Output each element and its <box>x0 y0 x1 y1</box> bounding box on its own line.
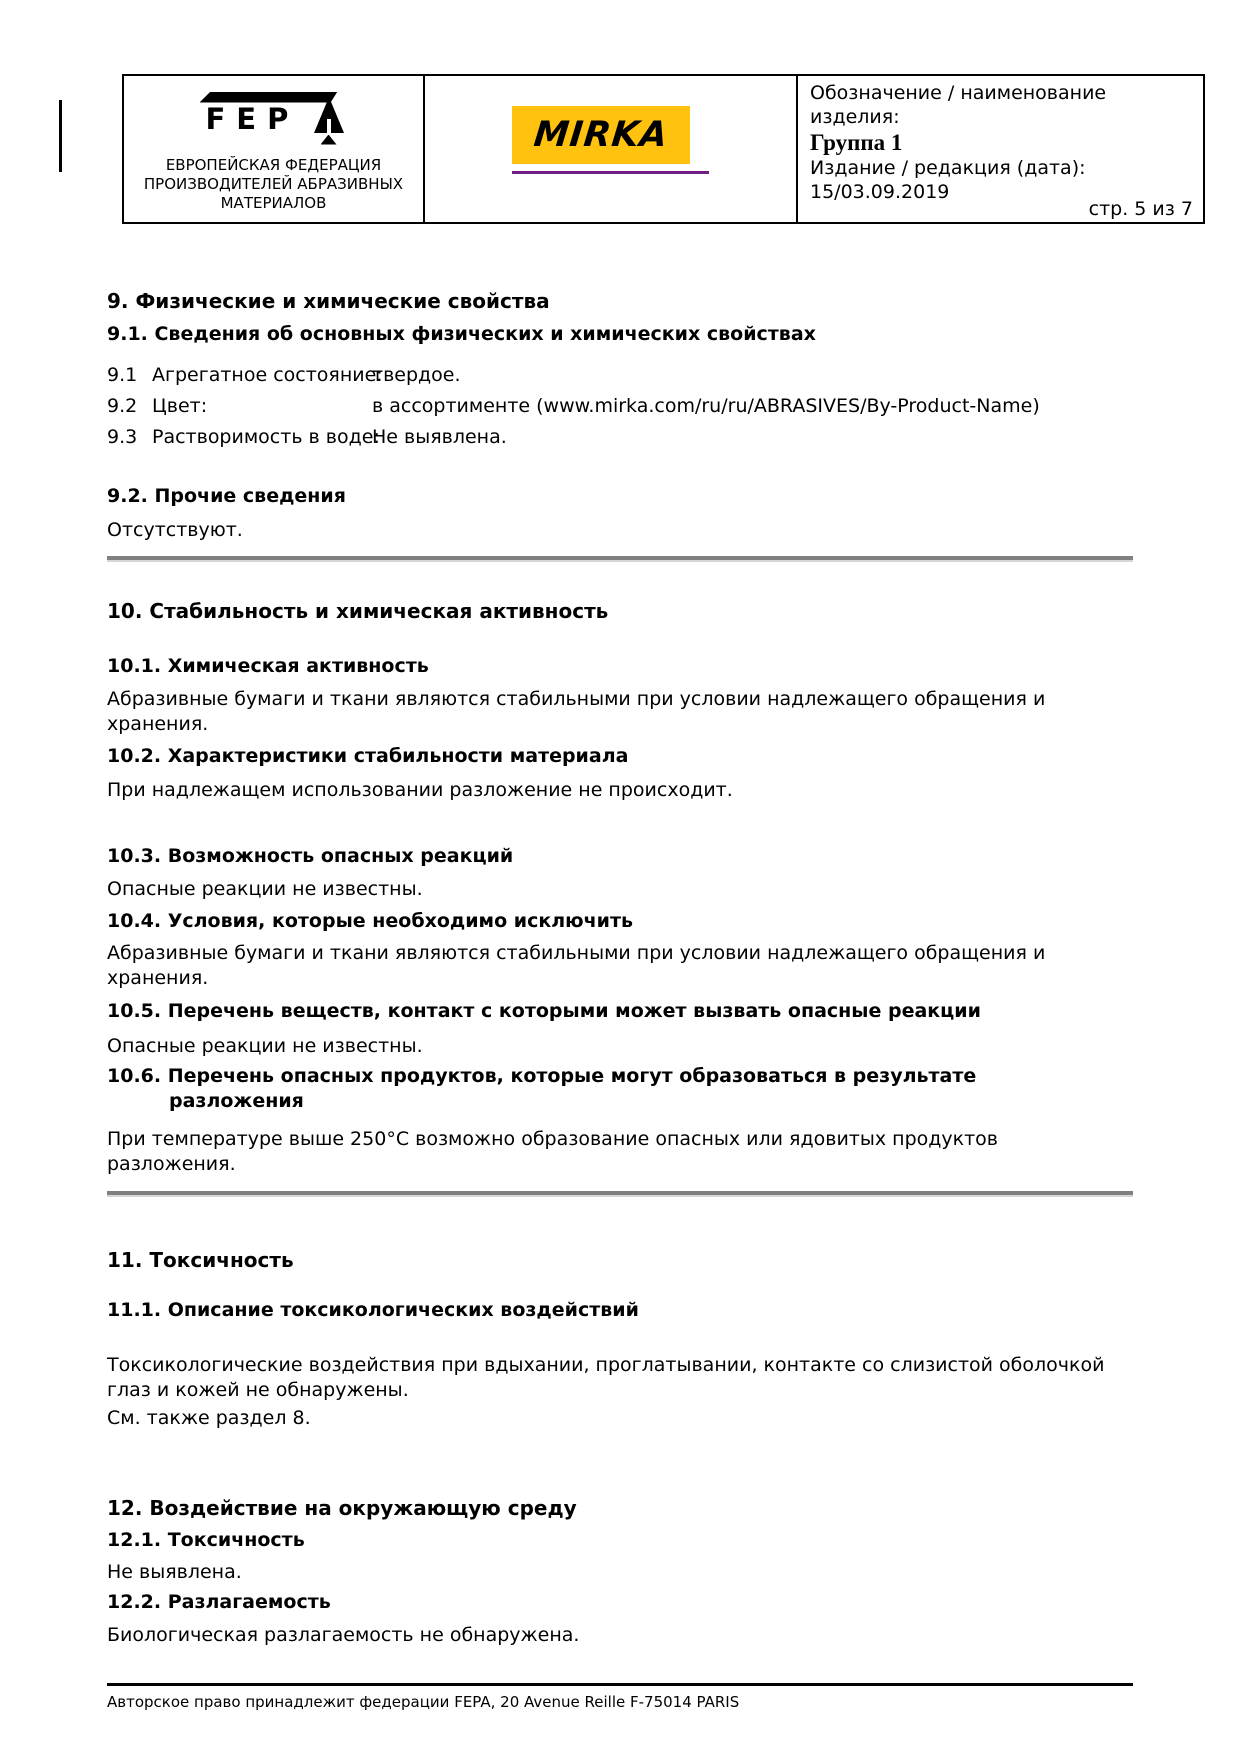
section-10-1-title: 10.1. Химическая активность <box>107 655 429 677</box>
section-12-2-title: 12.2. Разлагаемость <box>107 1591 331 1613</box>
edition-date: 15/03.09.2019 <box>810 181 950 203</box>
property-row <box>107 394 1133 419</box>
document-body <box>107 288 1133 1648</box>
section-10-4-title: 10.4. Условия, которые необходимо исключить <box>107 910 633 932</box>
property-label: Цвет: <box>152 395 208 417</box>
fepa-logo-a-tail <box>321 135 337 145</box>
property-label: Растворимость в воде: <box>152 426 380 448</box>
property-number: 9.3 <box>107 426 138 448</box>
section-10-6-text: При температуре выше 250°C возможно образование опасных или ядовитых продуктов разложения. <box>107 1128 998 1175</box>
property-value: Не выявлена. <box>372 426 507 448</box>
property-value: твердое. <box>372 364 461 386</box>
section-9-2-text: Отсутствуют. <box>107 519 243 541</box>
revision-change-bar <box>59 100 62 172</box>
fepa-header-cell <box>124 76 425 222</box>
footer-rule <box>107 1683 1133 1686</box>
mirka-logo <box>512 106 709 174</box>
designation-label: Обозначение / наименование изделия: <box>810 82 1107 128</box>
fepa-org-line: ПРОИЗВОДИТЕЛЕЙ АБРАЗИВНЫХ <box>143 174 404 193</box>
physical-properties-list <box>107 363 1133 450</box>
section-divider <box>107 556 1133 560</box>
property-row <box>107 425 1133 450</box>
section-12-title: 12. Воздействие на окружающую среду <box>107 1496 577 1520</box>
mirka-logo-box <box>512 106 690 164</box>
section-10-3-title: 10.3. Возможность опасных реакций <box>107 845 514 867</box>
section-12-1-title: 12.1. Токсичность <box>107 1529 305 1551</box>
fepa-logo-a-notch <box>327 119 331 133</box>
section-11-1-title: 11.1. Описание токсикологических воздействий <box>107 1299 639 1321</box>
fepa-logo-letters: FEP <box>205 101 300 136</box>
section-10-5-text: Опасные реакции не известны. <box>107 1035 423 1057</box>
property-label: Агрегатное состояние: <box>152 364 383 386</box>
mirka-logo-underline <box>512 171 709 174</box>
section-10-6-title: 10.6. Перечень опасных продуктов, которые могут образоваться в результате разложения <box>107 1065 977 1112</box>
section-10-5-title: 10.5. Перечень веществ, контакт с которыми может вызвать опасные реакции <box>107 1000 981 1022</box>
fepa-org-name <box>144 156 403 213</box>
fepa-org-line: ЕВРОПЕЙСКАЯ ФЕДЕРАЦИЯ <box>165 155 382 174</box>
section-10-2-text: При надлежащем использовании разложение не происходит. <box>107 779 733 801</box>
section-11-1-text: Токсикологические воздействия при вдыхании, проглатывании, контакте со слизистой оболочкой глаз и кожей не обнаружены. <box>107 1354 1105 1401</box>
section-9-1-title: 9.1. Сведения об основных физических и химических свойствах <box>107 323 816 345</box>
section-11-title: 11. Токсичность <box>107 1248 294 1272</box>
section-10-title: 10. Стабильность и химическая активность <box>107 599 609 623</box>
product-info-cell <box>798 76 1203 222</box>
section-9-2-title: 9.2. Прочие сведения <box>107 485 346 507</box>
property-row <box>107 363 1133 388</box>
section-9-title: 9. Физические и химические свойства <box>107 289 550 313</box>
mirka-header-cell <box>425 76 798 222</box>
property-number: 9.2 <box>107 395 138 417</box>
copyright-text: Авторское право принадлежит федерации FEPA, 20 Avenue Reille F-75014 PARIS <box>107 1693 740 1711</box>
document-header <box>122 74 1205 224</box>
section-10-2-title: 10.2. Характеристики стабильности материала <box>107 745 629 767</box>
product-name: Группа 1 <box>810 130 903 155</box>
property-number: 9.1 <box>107 364 138 386</box>
section-10-1-text: Абразивные бумаги и ткани являются стабильными при условии надлежащего обращения и хранения. <box>107 688 1046 735</box>
section-12-2-text: Биологическая разлагаемость не обнаружена. <box>107 1624 580 1646</box>
mirka-logo-text: MIRKA <box>531 115 671 155</box>
section-10-4-text: Абразивные бумаги и ткани являются стабильными при условии надлежащего обращения и хранения. <box>107 942 1046 989</box>
fepa-org-line: МАТЕРИАЛОВ <box>220 193 327 212</box>
page-indicator: стр. 5 из 7 <box>1088 198 1193 220</box>
fepa-logo <box>198 92 350 148</box>
edition-label: Издание / редакция (дата): <box>810 157 1086 179</box>
section-divider <box>107 1191 1133 1195</box>
section-12-1-text: Не выявлена. <box>107 1561 242 1583</box>
section-11-1-note: См. также раздел 8. <box>107 1407 311 1429</box>
section-10-3-text: Опасные реакции не известны. <box>107 878 423 900</box>
property-value: в ассортименте (www.mirka.com/ru/ru/ABRASIVES/By-Product-Name) <box>372 395 1040 417</box>
